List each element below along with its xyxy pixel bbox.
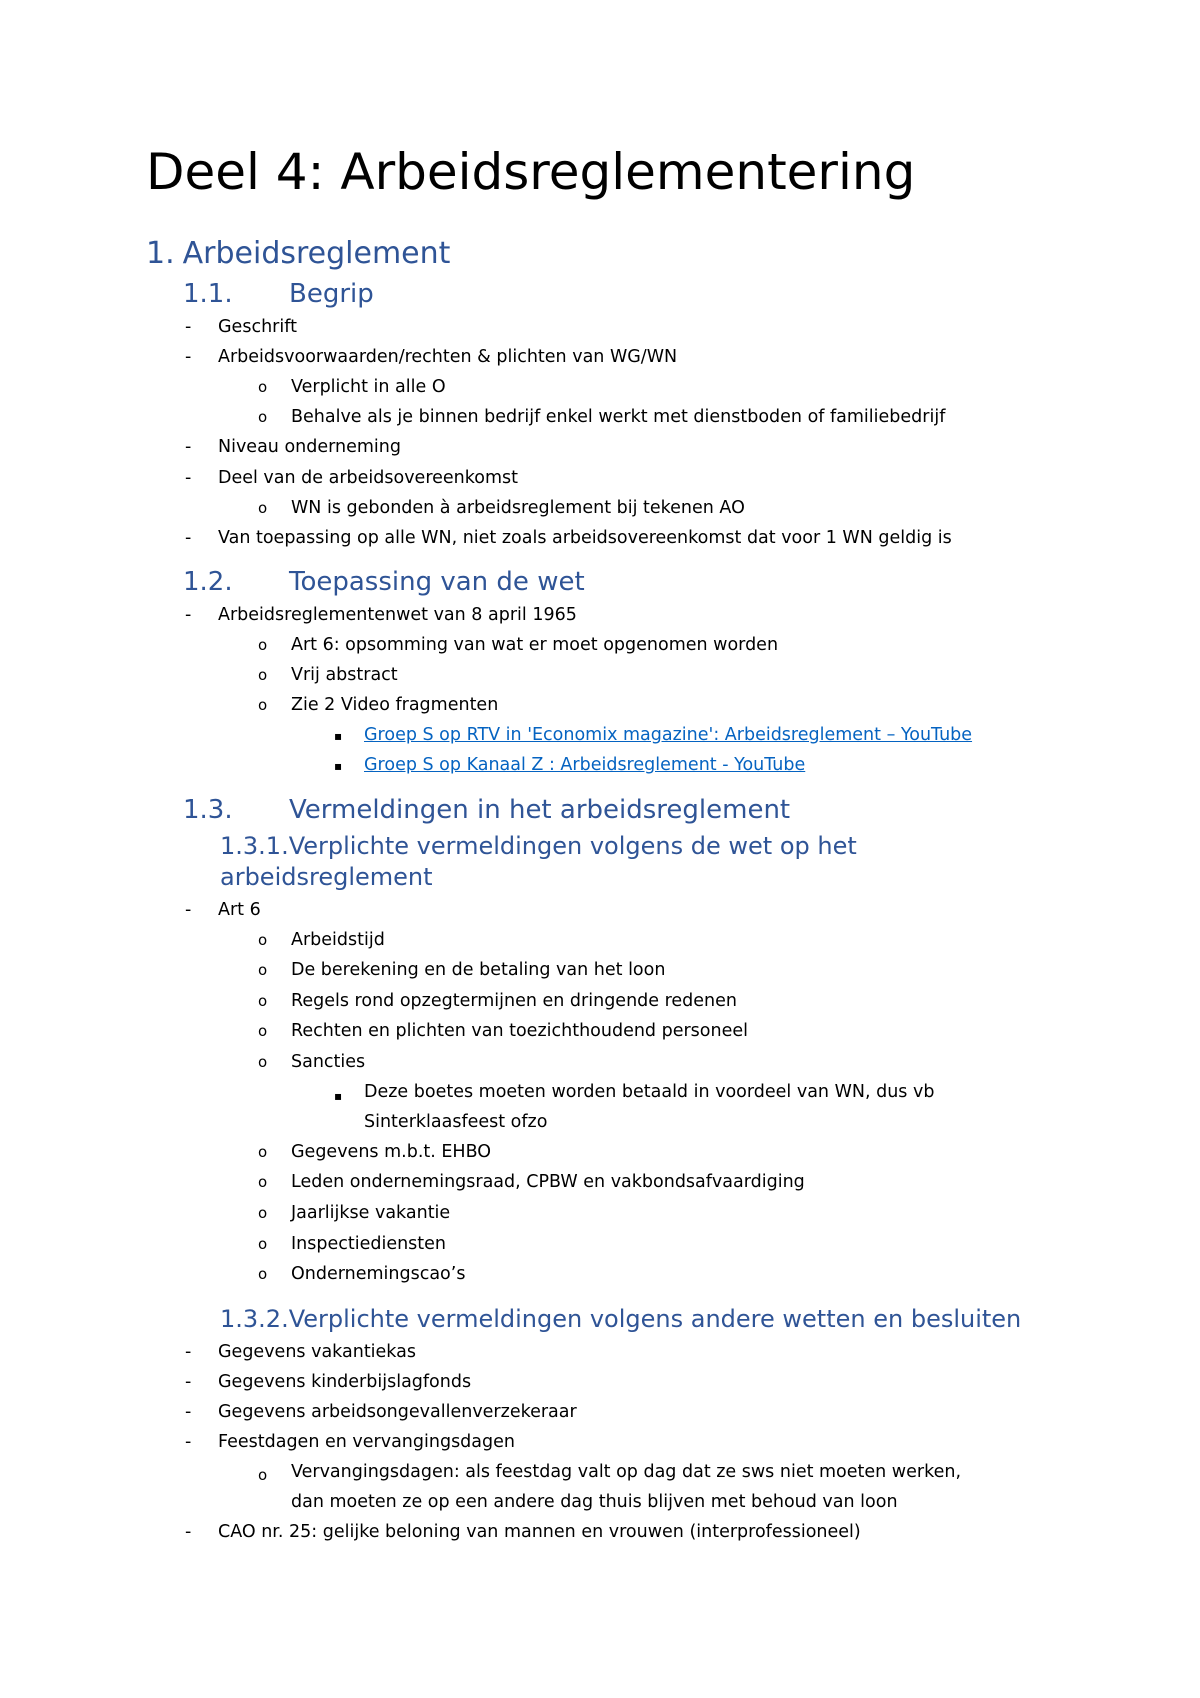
youtube-link-rtv[interactable]: Groep S op RTV in 'Economix magazine': Arbeidsreglement – YouTube bbox=[364, 725, 973, 745]
list-item-text: Van toepassing op alle WN, niet zoals arbeidsovereenkomst dat voor 1 WN geldig is bbox=[218, 528, 952, 548]
circle-bullet: o bbox=[258, 1022, 268, 1040]
list-item bbox=[185, 345, 678, 369]
list-item bbox=[258, 375, 446, 399]
heading-1-3-1 bbox=[220, 831, 940, 893]
list-item-text: Vervangingsdagen: als feestdag valt op dag dat ze sws niet moeten werken, dan moeten ze op een andere dag thuis blijven met behoud van loon bbox=[291, 1462, 962, 1512]
list-item bbox=[258, 496, 745, 520]
list-item bbox=[185, 1340, 416, 1364]
dash-bullet: - bbox=[185, 347, 192, 367]
list-item-text: Arbeidsvoorwaarden/rechten & plichten van WG/WN bbox=[218, 347, 678, 367]
list-item-text: WN is gebonden à arbeidsreglement bij tekenen AO bbox=[291, 498, 745, 518]
heading-1-1 bbox=[183, 278, 374, 310]
list-item bbox=[258, 1262, 466, 1286]
heading-label: Toepassing van de wet bbox=[289, 567, 585, 597]
circle-bullet: o bbox=[258, 666, 268, 684]
square-bullet: ▪ bbox=[334, 729, 343, 743]
circle-bullet: o bbox=[258, 408, 268, 426]
circle-bullet: o bbox=[258, 636, 268, 654]
list-item-text: Vrij abstract bbox=[291, 665, 398, 685]
list-item bbox=[258, 693, 499, 717]
circle-bullet: o bbox=[258, 499, 268, 517]
list-item-text: CAO nr. 25: gelijke beloning van mannen en vrouwen (interprofessioneel) bbox=[218, 1522, 861, 1542]
list-item bbox=[185, 1370, 472, 1394]
dash-bullet: - bbox=[185, 1522, 192, 1542]
list-item bbox=[258, 1140, 492, 1164]
heading-number: 1.3.2. bbox=[220, 1305, 289, 1333]
dash-bullet: - bbox=[185, 605, 192, 625]
list-item-text: Deze boetes moeten worden betaald in voordeel van WN, dus vb Sinterklaasfeest ofzo bbox=[364, 1082, 935, 1132]
list-item-text: Leden ondernemingsraad, CPBW en vakbondsafvaardiging bbox=[291, 1172, 805, 1192]
circle-bullet: o bbox=[258, 378, 268, 396]
list-item-text: Geschrift bbox=[218, 317, 297, 337]
heading-1 bbox=[146, 236, 450, 272]
list-item-text: Arbeidstijd bbox=[291, 930, 385, 950]
list-item bbox=[258, 1457, 991, 1517]
heading-number: 1.2. bbox=[183, 567, 233, 597]
dash-bullet: - bbox=[185, 1372, 192, 1392]
dash-bullet: - bbox=[185, 1342, 192, 1362]
list-item bbox=[258, 1232, 447, 1256]
list-item bbox=[185, 435, 401, 459]
list-item bbox=[258, 1170, 805, 1194]
list-item bbox=[185, 1520, 861, 1544]
heading-label: Arbeidsreglement bbox=[182, 236, 451, 271]
list-item-text: Gegevens m.b.t. EHBO bbox=[291, 1142, 492, 1162]
list-item-text: Regels rond opzegtermijnen en dringende redenen bbox=[291, 991, 737, 1011]
list-item-text: Arbeidsreglementenwet van 8 april 1965 bbox=[218, 605, 577, 625]
list-item-text: Art 6: opsomming van wat er moet opgenomen worden bbox=[291, 635, 779, 655]
list-item bbox=[185, 315, 297, 339]
circle-bullet: o bbox=[258, 696, 268, 714]
heading-1-3 bbox=[183, 794, 790, 826]
list-item bbox=[258, 405, 946, 429]
list-item-text: Zie 2 Video fragmenten bbox=[291, 695, 499, 715]
list-item bbox=[185, 898, 261, 922]
circle-bullet: o bbox=[258, 1466, 268, 1484]
list-item-text: Behalve als je binnen bedrijf enkel werkt met dienstboden of familiebedrijf bbox=[291, 407, 946, 427]
youtube-link-kanaal-z[interactable]: Groep S op Kanaal Z : Arbeidsreglement - YouTube bbox=[364, 755, 806, 775]
circle-bullet: o bbox=[258, 992, 268, 1010]
list-item-text: Inspectiediensten bbox=[291, 1234, 447, 1254]
list-item bbox=[258, 958, 666, 982]
circle-bullet: o bbox=[258, 1173, 268, 1191]
heading-label: Verplichte vermeldingen volgens andere wetten en besluiten bbox=[288, 1305, 1022, 1333]
list-item bbox=[185, 466, 518, 490]
page-title: Deel 4: Arbeidsreglementering bbox=[146, 143, 916, 201]
heading-1-2 bbox=[183, 566, 585, 598]
dash-bullet: - bbox=[185, 900, 192, 920]
list-item bbox=[334, 1077, 984, 1137]
dash-bullet: - bbox=[185, 1432, 192, 1452]
list-item bbox=[258, 928, 385, 952]
list-item bbox=[258, 663, 398, 687]
heading-label: Begrip bbox=[289, 279, 374, 309]
circle-bullet: o bbox=[258, 1053, 268, 1071]
list-item bbox=[185, 526, 952, 550]
heading-number: 1.3. bbox=[183, 795, 233, 825]
square-bullet: ▪ bbox=[334, 759, 343, 773]
list-item-text: Gegevens kinderbijslagfonds bbox=[218, 1372, 472, 1392]
heading-1-3-2 bbox=[220, 1304, 1021, 1335]
list-item bbox=[258, 1050, 366, 1074]
list-item-text: Art 6 bbox=[218, 900, 261, 920]
list-item-text: Niveau onderneming bbox=[218, 437, 401, 457]
list-item-text: Ondernemingscao’s bbox=[291, 1264, 466, 1284]
list-item bbox=[334, 723, 973, 747]
heading-label: Verplichte vermeldingen volgens de wet op het arbeidsreglement bbox=[220, 832, 857, 891]
list-item-text: Verplicht in alle O bbox=[291, 377, 446, 397]
dash-bullet: - bbox=[185, 317, 192, 337]
circle-bullet: o bbox=[258, 1143, 268, 1161]
list-item-text: Feestdagen en vervangingsdagen bbox=[218, 1432, 515, 1452]
list-item-text: Rechten en plichten van toezichthoudend personeel bbox=[291, 1021, 748, 1041]
list-item bbox=[185, 1400, 577, 1424]
list-item-text: De berekening en de betaling van het loon bbox=[291, 960, 666, 980]
dash-bullet: - bbox=[185, 468, 192, 488]
list-item-text: Sancties bbox=[291, 1052, 366, 1072]
list-item bbox=[258, 633, 779, 657]
list-item bbox=[258, 1201, 451, 1225]
list-item bbox=[185, 1430, 515, 1454]
circle-bullet: o bbox=[258, 931, 268, 949]
list-item bbox=[334, 753, 806, 777]
heading-label: Vermeldingen in het arbeidsreglement bbox=[289, 795, 791, 825]
circle-bullet: o bbox=[258, 961, 268, 979]
dash-bullet: - bbox=[185, 437, 192, 457]
dash-bullet: - bbox=[185, 1402, 192, 1422]
list-item bbox=[258, 989, 737, 1013]
dash-bullet: - bbox=[185, 528, 192, 548]
list-item bbox=[185, 603, 577, 627]
list-item-text: Jaarlijkse vakantie bbox=[291, 1203, 451, 1223]
heading-number: 1.1. bbox=[183, 279, 233, 309]
heading-number: 1.3.1. bbox=[220, 832, 289, 860]
heading-number: 1. bbox=[146, 236, 175, 271]
circle-bullet: o bbox=[258, 1235, 268, 1253]
circle-bullet: o bbox=[258, 1204, 268, 1222]
square-bullet: ▪ bbox=[334, 1089, 343, 1103]
list-item bbox=[258, 1019, 748, 1043]
list-item-text: Gegevens arbeidsongevallenverzekeraar bbox=[218, 1402, 577, 1422]
list-item-text: Deel van de arbeidsovereenkomst bbox=[218, 468, 518, 488]
circle-bullet: o bbox=[258, 1265, 268, 1283]
list-item-text: Gegevens vakantiekas bbox=[218, 1342, 416, 1362]
